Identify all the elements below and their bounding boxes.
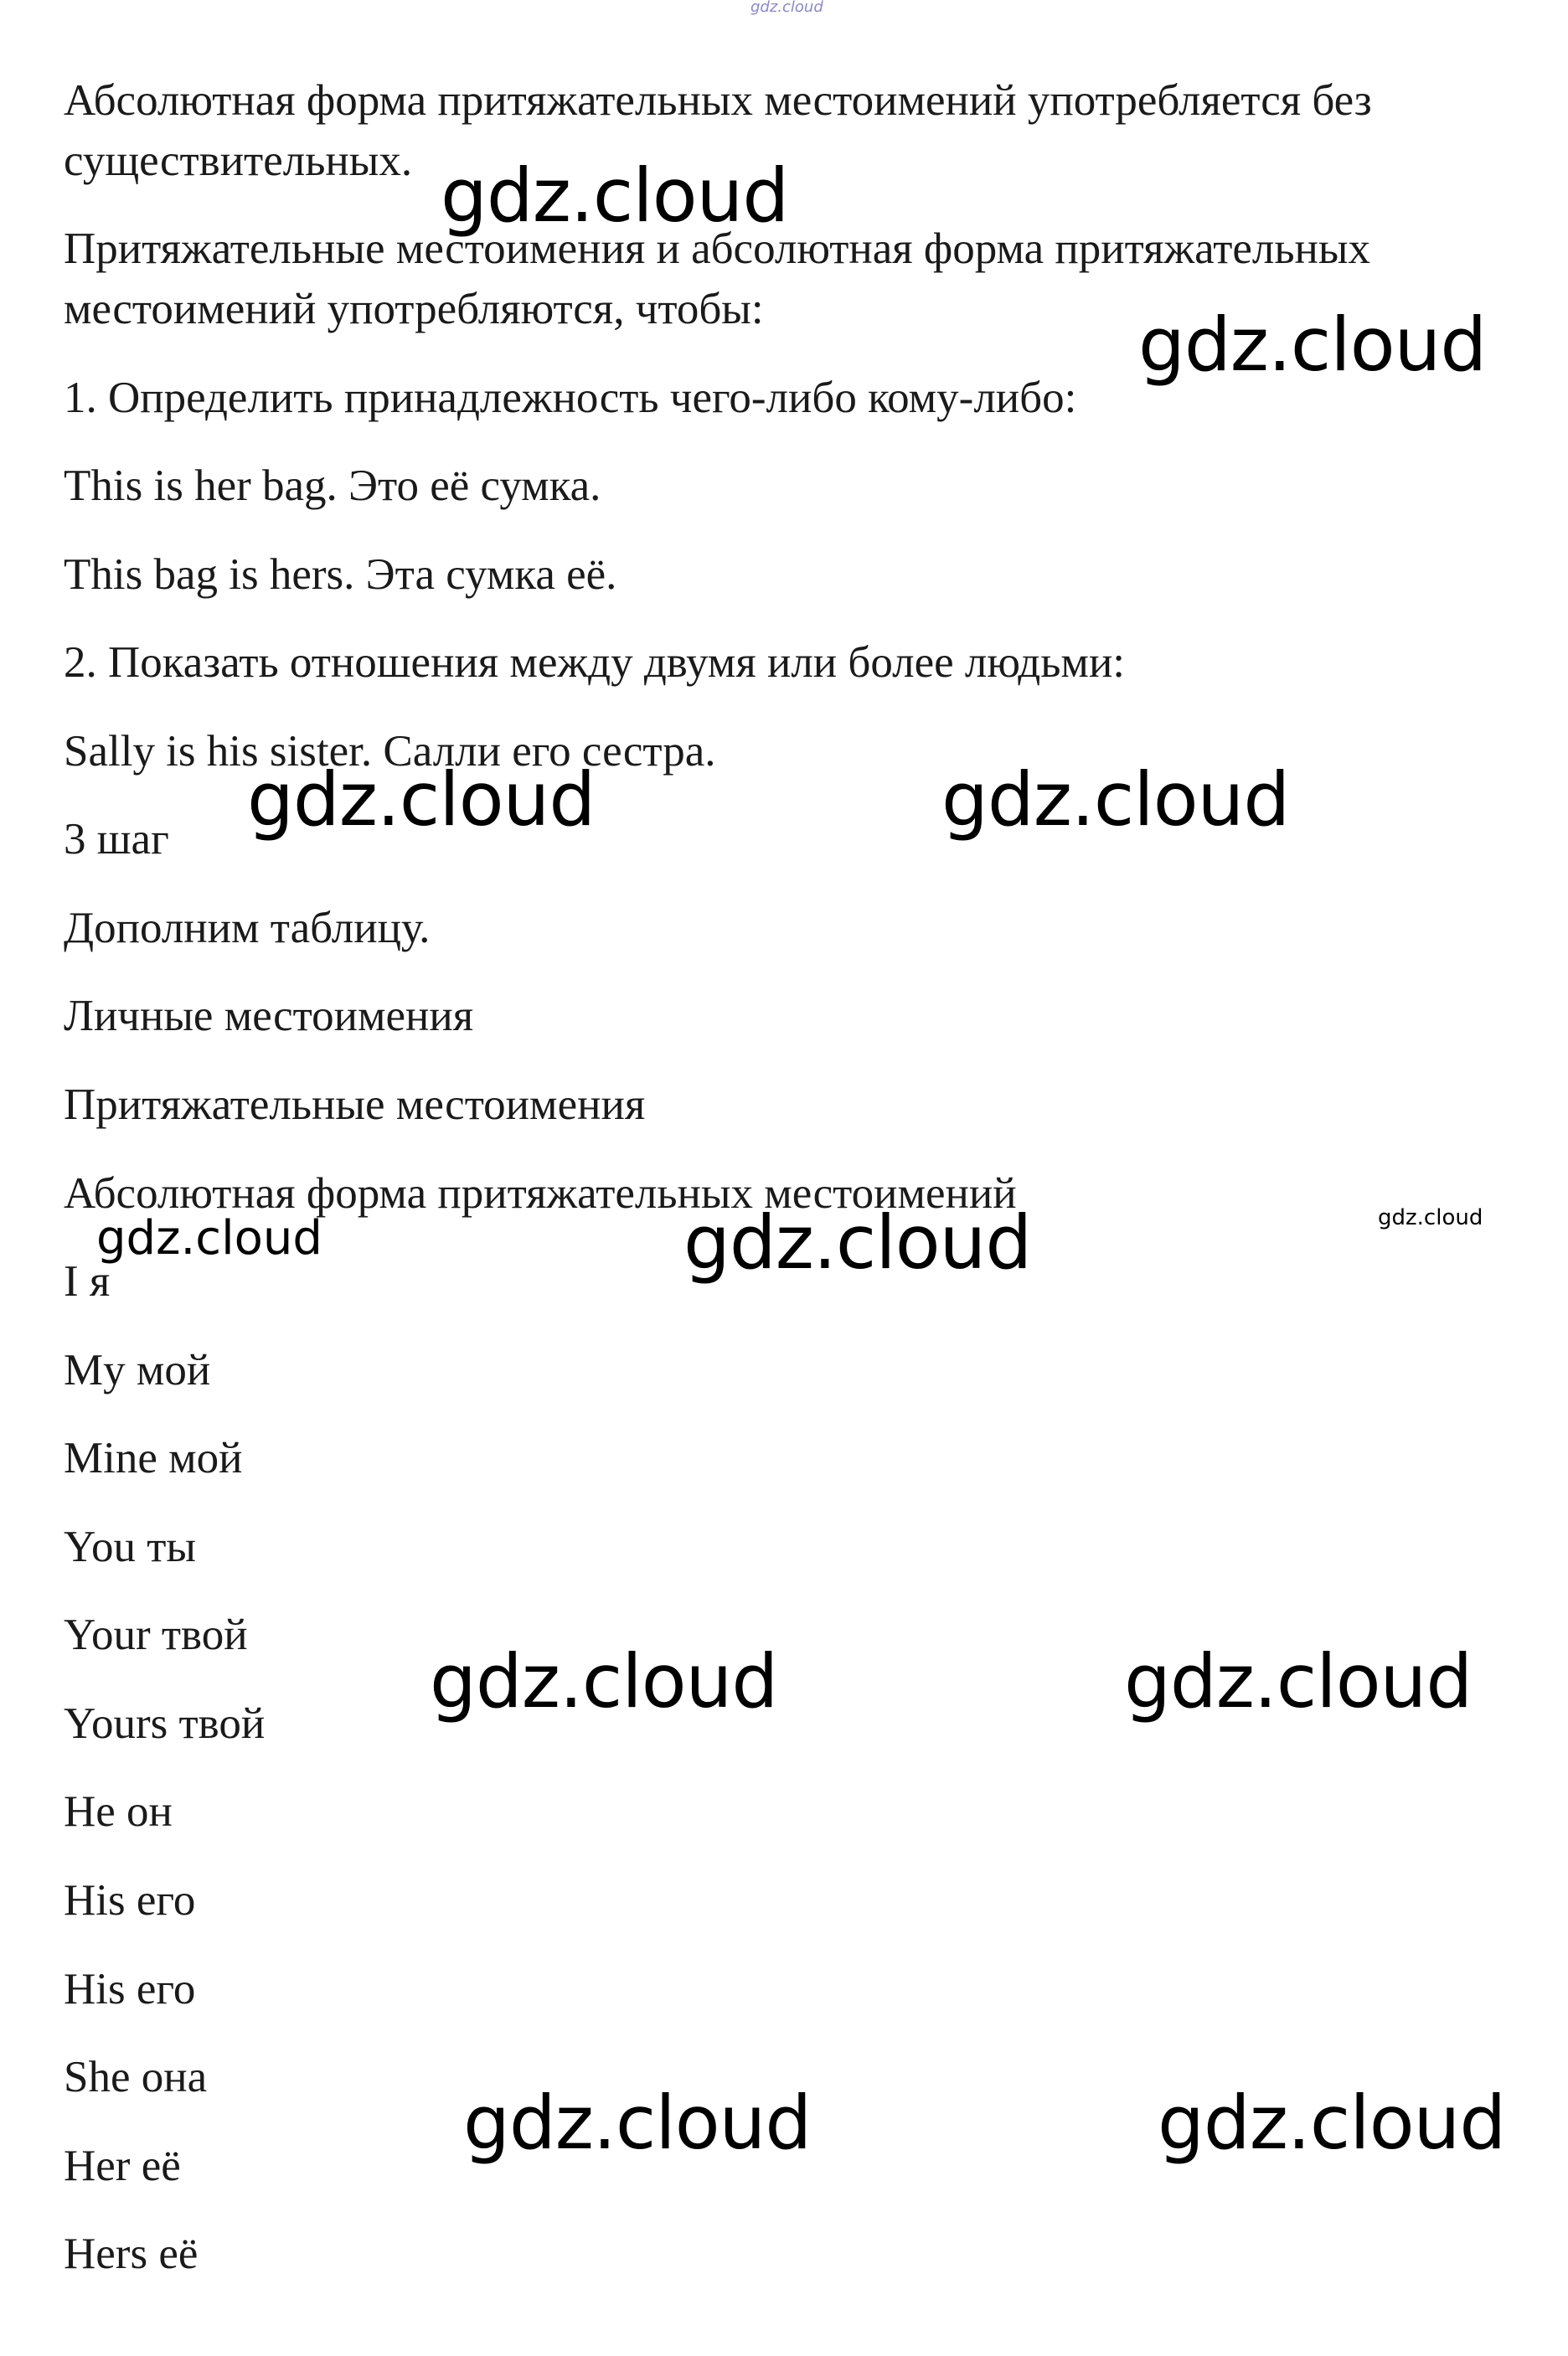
text-line: She она [64, 2053, 208, 2101]
text-line: 2. Показать отношения между двумя или более людьми: [64, 638, 1126, 687]
text-line: Абсолютная форма притяжательных местоимений [64, 1169, 1017, 1218]
watermark: gdz.cloud [1378, 1205, 1483, 1230]
text-line: Личные местоимения [64, 992, 474, 1040]
text-line: He он [64, 1787, 173, 1836]
text-line: Hers её [64, 2230, 199, 2278]
text-line: His его [64, 1965, 196, 2013]
watermark: gdz.cloud [96, 1211, 322, 1266]
text-line: Mine мой [64, 1434, 243, 1482]
text-line: Yours твой [64, 1699, 266, 1748]
watermark: gdz.cloud [683, 1199, 1032, 1286]
text-line: Абсолютная форма притяжательных местоимений употребляется без [64, 76, 1372, 125]
text-line: His его [64, 1876, 196, 1925]
watermark: gdz.cloud [463, 2080, 812, 2166]
watermark: gdz.cloud [247, 756, 596, 843]
text-line: местоимений употребляются, чтобы: [64, 285, 764, 333]
text-line: Дополним таблицу. [64, 904, 431, 952]
text-line: Притяжательные местоимения и абсолютная форма притяжательных [64, 224, 1371, 273]
watermark: gdz.cloud [441, 152, 789, 239]
text-line: Притяжательные местоимения [64, 1080, 646, 1129]
watermark: gdz.cloud [941, 756, 1290, 843]
text-line: существительных. [64, 137, 413, 185]
text-line: My мой [64, 1346, 211, 1395]
text-line: This bag is hers. Эта сумка её. [64, 550, 617, 599]
watermark: gdz.cloud [430, 1638, 778, 1724]
watermark: gdz.cloud [1158, 2080, 1506, 2166]
text-line: Your твой [64, 1611, 248, 1659]
text-line: Her её [64, 2142, 181, 2190]
text-line: Sally is his sister. Салли его сестра. [64, 727, 716, 776]
top-watermark: gdz.cloud [750, 0, 823, 16]
watermark: gdz.cloud [1138, 302, 1487, 388]
text-line: 3 шаг [64, 815, 169, 864]
watermark: gdz.cloud [1124, 1638, 1473, 1724]
text-line: I я [64, 1257, 111, 1306]
text-line: This is her bag. Это её сумка. [64, 461, 601, 510]
text-line: You ты [64, 1523, 196, 1571]
text-line: 1. Определить принадлежность чего-либо кому-либо: [64, 374, 1077, 422]
